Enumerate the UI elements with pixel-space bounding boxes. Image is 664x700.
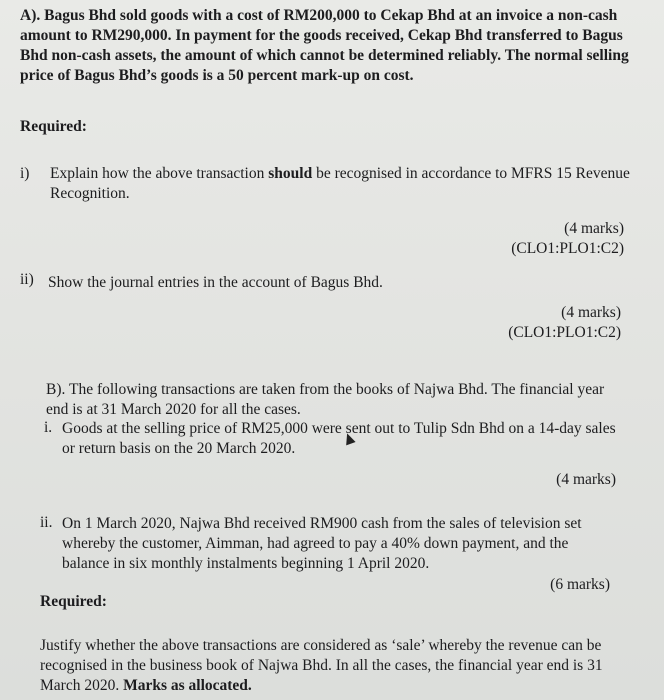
section-a-required-label: Required: [20,118,87,135]
question-1-clo: (CLO1:PLO1:C2) [511,240,624,257]
question-2-number: ii) [20,271,34,288]
item-2-marks: (6 marks) [550,576,610,593]
question-2-clo: (CLO1:PLO1:C2) [508,324,621,341]
question-1-text [50,164,632,204]
question-1-text-bold: should [268,165,313,182]
question-1-text-post: be recognised in accordance to MFRS 15 Revenue Recognition. [50,165,630,202]
item-1-text: Goods at the selling price of RM25,000 were sent out to Tulip Sdn Bhd on a 14-day sales or return basis on the 20 March 2020. [62,420,616,457]
question-2-text: Show the journal entries in the account of Bagus Bhd. [48,274,383,291]
item-1-number: i. [44,419,53,436]
item-1-marks: (4 marks) [556,471,616,488]
section-b-required-label: Required: [40,593,107,610]
question-2-marks: (4 marks) [561,304,621,321]
question-1-number: i) [20,165,30,182]
section-a-intro: A). Bagus Bhd sold goods with a cost of RM200,000 to Cekap Bhd at an invoice a non-cash amount to RM290,000. In payment for the goods received, Cekap Bhd transferred to Bagus Bhd non-cash assets, the amount of which cannot be determined reliably. The normal selling price of Bagus Bhd’s goods is a 50 percent mark-up on cost. [20,7,629,84]
item-2-text: On 1 March 2020, Najwa Bhd received RM900 cash from the sales of television set whereby the customer, Aimman, had agreed to pay a 40% down payment, and the balance in six monthly instalments beginning 1 April 2020. [62,515,582,572]
question-1-text-pre: Explain how the above transaction [50,165,269,182]
final-instruction-text: Justify whether the above transactions are considered as ‘sale’ whereby the revenue can be recognised in the business book of Najwa Bhd. In all the cases, the financial year end is 31 March 2020. [40,637,603,694]
section-b-final-instruction [40,636,620,696]
section-b-intro-text: B). The following transactions are taken from the books of Najwa Bhd. The financial year end is at 31 March 2020 for all the cases. [46,381,605,418]
final-instruction-bold: Marks as allocated. [123,677,252,694]
section-b-intro [46,380,626,420]
item-2-number: ii. [40,514,53,531]
question-1-marks: (4 marks) [564,220,624,237]
